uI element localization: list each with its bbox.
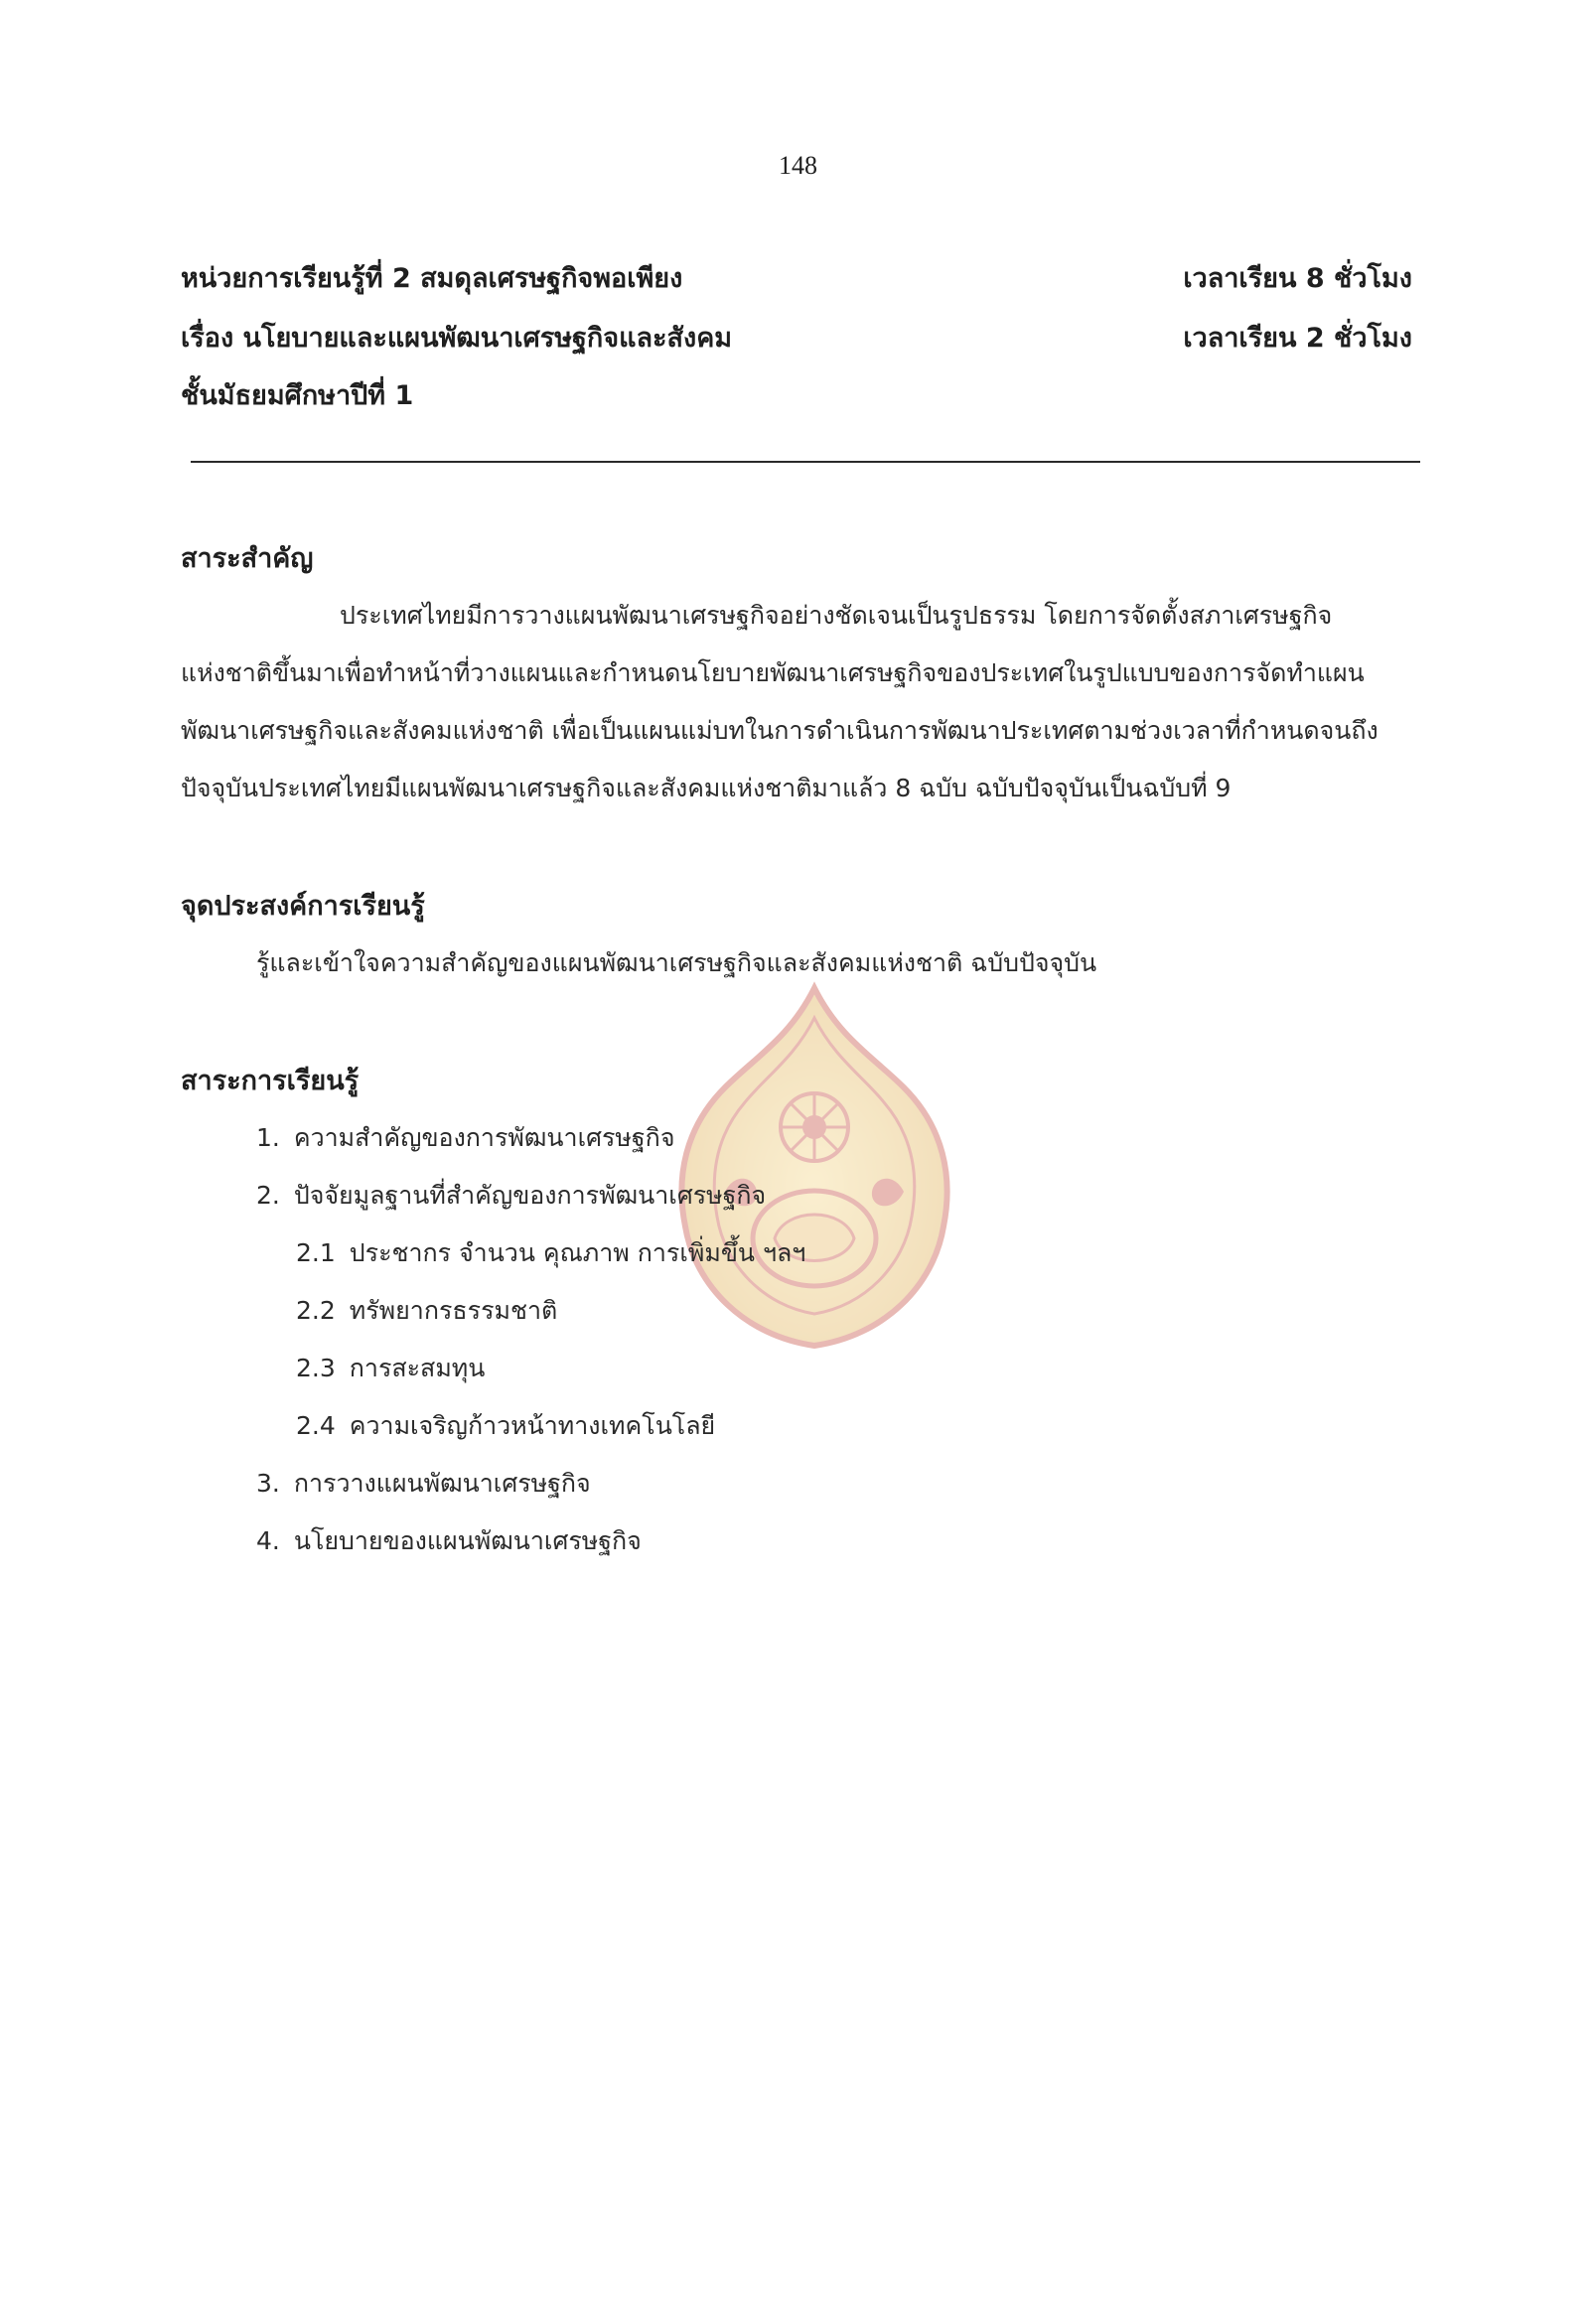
- key-concept-heading: สาระสำคัญ: [181, 543, 314, 574]
- list-item-number: 3.: [256, 1469, 280, 1498]
- objective-heading: จุดประสงค์การเรียนรู้: [181, 891, 425, 922]
- list-item-number: 2.: [256, 1181, 280, 1210]
- list-item: [256, 1118, 674, 1158]
- list-item: [256, 1521, 642, 1561]
- topic-title: เรื่อง นโยบายและแผนพัฒนาเศรษฐกิจและสังคม: [181, 323, 733, 354]
- list-item-number: 2.2: [296, 1296, 336, 1325]
- list-item-text: การวางแผนพัฒนาเศรษฐกิจ: [293, 1469, 591, 1498]
- paragraph-line: แห่งชาติขึ้นมาเพื่อทำหน้าที่วางแผนและกำหนดนโยบายพัฒนาเศรษฐกิจของประเทศในรูปแบบของการจัดทำแผน: [181, 658, 1365, 687]
- paragraph-line: ปัจจุบันประเทศไทยมีแผนพัฒนาเศรษฐกิจและสังคมแห่งชาติมาแล้ว 8 ฉบับ ฉบับปัจจุบันเป็นฉบับที่ 9: [181, 774, 1232, 802]
- list-item-number: 2.3: [296, 1354, 336, 1382]
- paragraph-line: ประเทศไทยมีการวางแผนพัฒนาเศรษฐกิจอย่างชัดเจนเป็นรูปธรรม โดยการจัดตั้งสภาเศรษฐกิจ: [340, 601, 1333, 630]
- list-item: [296, 1349, 485, 1388]
- list-item-number: 4.: [256, 1526, 280, 1555]
- list-item: [296, 1406, 715, 1446]
- list-item-text: ความสำคัญของการพัฒนาเศรษฐกิจ: [293, 1123, 675, 1152]
- content-heading: สาระการเรียนรู้: [181, 1066, 360, 1096]
- list-item: [296, 1291, 557, 1331]
- paragraph-line: พัฒนาเศรษฐกิจและสังคมแห่งชาติ เพื่อเป็นแผนแม่บทในการดำเนินการพัฒนาประเทศตามช่วงเวลาที่กำหนดจนถึง: [181, 716, 1378, 745]
- list-item-number: 2.4: [296, 1411, 336, 1440]
- page-number: 148: [779, 151, 817, 180]
- list-item-number: 2.1: [296, 1238, 336, 1267]
- list-item-text: ประชากร จำนวน คุณภาพ การเพิ่มขึ้น ฯลฯ: [349, 1238, 806, 1267]
- unit-hours: เวลาเรียน 8 ชั่วโมง: [1183, 263, 1412, 294]
- list-item: [256, 1176, 766, 1216]
- objective-text: รู้และเข้าใจความสำคัญของแผนพัฒนาเศรษฐกิจและสังคมแห่งชาติ ฉบับปัจจุบัน: [256, 948, 1097, 977]
- list-item-text: ทรัพยากรธรรมชาติ: [349, 1296, 558, 1325]
- header-divider: [191, 461, 1420, 463]
- list-item-text: นโยบายของแผนพัฒนาเศรษฐกิจ: [293, 1526, 642, 1555]
- list-item-text: ปัจจัยมูลฐานที่สำคัญของการพัฒนาเศรษฐกิจ: [293, 1181, 767, 1210]
- key-concept-paragraph: [181, 596, 1412, 834]
- unit-title: หน่วยการเรียนรู้ที่ 2 สมดุลเศรษฐกิจพอเพียง: [181, 263, 683, 294]
- list-item-text: การสะสมทุน: [349, 1354, 486, 1382]
- ministry-seal-icon: [665, 978, 963, 1356]
- topic-hours: เวลาเรียน 2 ชั่วโมง: [1183, 323, 1412, 354]
- list-item-text: ความเจริญก้าวหน้าทางเทคโนโลยี: [349, 1411, 716, 1440]
- list-item: [256, 1464, 591, 1504]
- list-item-number: 1.: [256, 1123, 280, 1152]
- list-item: [296, 1233, 805, 1273]
- grade-level: ชั้นมัธยมศึกษาปีที่ 1: [181, 380, 414, 411]
